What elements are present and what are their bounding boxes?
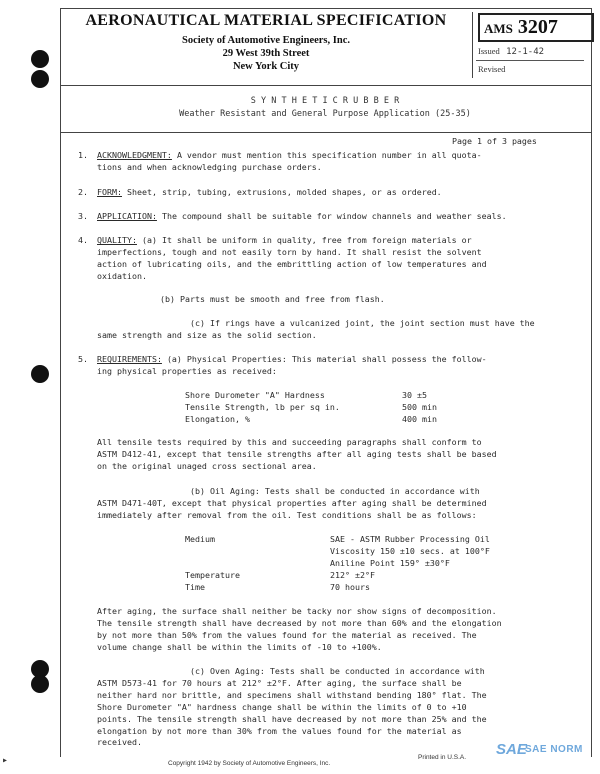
oven-aging-line-6: elongation by not more than 30% from the values found for the material as (97, 726, 462, 736)
issued-date: 12-1-42 (506, 47, 545, 57)
section-1-heading: ACKNOWLEDGMENT: (97, 150, 172, 160)
prop-hardness-name: Shore Durometer "A" Hardness (185, 390, 325, 400)
oven-aging-line-7: received. (97, 737, 142, 747)
title-divider (60, 132, 591, 133)
prop-elongation-name: Elongation, % (185, 414, 250, 424)
section-1-line-1: A vendor must mention this specification number in all quota- (176, 150, 482, 160)
ams-prefix: AMS (484, 21, 513, 36)
section-1-number: 1. (78, 150, 88, 160)
section-4-b: (b) Parts must be smooth and free from flash. (160, 294, 385, 304)
section-5-a-line-1: (a) Physical Properties: This material shall possess the follow- (166, 354, 487, 364)
prop-tensile-name: Tensile Strength, lb per sq in. (185, 402, 340, 412)
section-5 (97, 354, 487, 364)
ams-number: 3207 (517, 16, 558, 38)
binder-hole-1 (31, 50, 49, 68)
section-4-a-line-4: oxidation. (97, 271, 147, 281)
tensile-note-line-2: ASTM D412-41, except that tensile strengths after all aging tests shall be based (97, 449, 497, 459)
section-3-text: The compound shall be suitable for window channels and weather seals. (161, 211, 507, 221)
doc-title: S Y N T H E T I C R U B B E R (250, 96, 400, 106)
ams-code (478, 13, 594, 42)
revised-label: Revised (478, 64, 506, 74)
section-2-heading: FORM: (97, 187, 122, 197)
medium-label: Medium (185, 534, 215, 544)
header-org: Society of Automotive Engineers, Inc. (182, 35, 350, 46)
section-5-a-line-2: ing physical properties as received: (97, 366, 277, 376)
prop-hardness-value: 30 ±5 (402, 390, 427, 400)
doc-subtitle: Weather Resistant and General Purpose Application (25-35) (179, 109, 471, 119)
temperature-label: Temperature (185, 570, 240, 580)
binder-hole-5 (31, 675, 49, 693)
section-4 (97, 235, 472, 245)
footer-printed: Printed in U.S.A. (418, 754, 467, 761)
section-1-line-2: tions and when acknowledging purchase orders. (97, 162, 322, 172)
medium-value-3: Aniline Point 159° ±30°F (330, 558, 450, 568)
medium-value-1: SAE - ASTM Rubber Processing Oil (330, 534, 490, 544)
section-3 (97, 211, 507, 221)
section-4-a-line-3: action of lubricating oils, and the embrittling action of low temperatures and (97, 259, 487, 269)
section-4-a-line-2: imperfections, tough and not easily torn by hand. It shall resist the solvent (97, 247, 482, 257)
oven-aging-line-5: points. The tensile strength shall have decreased by not more than 25% and the (97, 714, 487, 724)
tensile-note-line-3: on the original unaged cross sectional area. (97, 461, 317, 471)
oven-aging-line-3: neither hard nor brittle, and specimens shall withstand bending 180° flat. The (97, 690, 487, 700)
oil-aging-line-1: (b) Oil Aging: Tests shall be conducted in accordance with (190, 486, 480, 496)
oil-aging-line-3: immediately after removal from the oil. Test conditions shall be as follows: (97, 510, 477, 520)
sae-watermark-logo: SAE (496, 741, 527, 758)
footer-copyright: Copyright 1942 by Society of Automotive Engineers, Inc. (168, 760, 331, 767)
header-city: New York City (232, 61, 300, 72)
temperature-value: 212° ±2°F (330, 570, 375, 580)
header-title: AERONAUTICAL MATERIAL SPECIFICATION (85, 12, 447, 29)
header-address: 29 West 39th Street (222, 48, 310, 59)
ams-rule (476, 60, 584, 61)
binder-hole-3 (31, 365, 49, 383)
medium-value-2: Viscosity 150 ±10 secs. at 100°F (330, 546, 490, 556)
section-4-number: 4. (78, 235, 88, 245)
section-3-heading: APPLICATION: (97, 211, 157, 221)
oil-result-line-1: After aging, the surface shall neither be tacky nor show signs of decomposition. (97, 606, 497, 616)
issued-label: Issued (478, 46, 500, 56)
section-5-number: 5. (78, 354, 88, 364)
section-1 (97, 150, 482, 160)
oven-aging-line-2: ASTM D573-41 for 70 hours at 212° ±2°F. After aging, the surface shall be (97, 678, 462, 688)
section-4-a-line-1: (a) It shall be uniform in quality, free from foreign materials or (141, 235, 472, 245)
oil-result-line-3: by not more than 50% from the values found for the material as received. The (97, 630, 477, 640)
issued-line (478, 46, 544, 57)
section-3-number: 3. (78, 211, 88, 221)
tensile-note-line-1: All tensile tests required by this and succeeding paragraphs shall conform to (97, 437, 482, 447)
oil-aging-line-2: ASTM D471-40T, except that physical properties after aging shall be determined (97, 498, 487, 508)
section-4-c-line-1: (c) If rings have a vulcanized joint, the joint section must have the (190, 318, 535, 328)
oven-aging-line-1: (c) Oven Aging: Tests shall be conducted in accordance with (190, 666, 485, 676)
oil-result-line-2: The tensile strength shall have decreased by not more than 60% and the elongation (97, 618, 502, 628)
header-divider (60, 85, 591, 86)
section-4-heading: QUALITY: (97, 235, 137, 245)
time-label: Time (185, 582, 205, 592)
section-2-text: Sheet, strip, tubing, extrusions, molded shapes, or as ordered. (126, 187, 442, 197)
binder-hole-2 (31, 70, 49, 88)
oil-result-line-4: volume change shall be within the limits of -10 to +100%. (97, 642, 382, 652)
section-2-number: 2. (78, 187, 88, 197)
prop-elongation-value: 400 min (402, 414, 437, 424)
section-5-heading: REQUIREMENTS: (97, 354, 162, 364)
cursor-icon: ▸ (2, 755, 9, 766)
oven-aging-line-4: Shore Durometer "A" hardness change shall be within the limits of 0 to +10 (97, 702, 467, 712)
section-2 (97, 187, 442, 197)
sae-norm-watermark: SAE NORM (525, 744, 583, 755)
page-number: Page 1 of 3 pages (452, 136, 537, 146)
prop-tensile-value: 500 min (402, 402, 437, 412)
section-4-c-line-2: same strength and size as the solid section. (97, 330, 317, 340)
time-value: 70 hours (330, 582, 370, 592)
